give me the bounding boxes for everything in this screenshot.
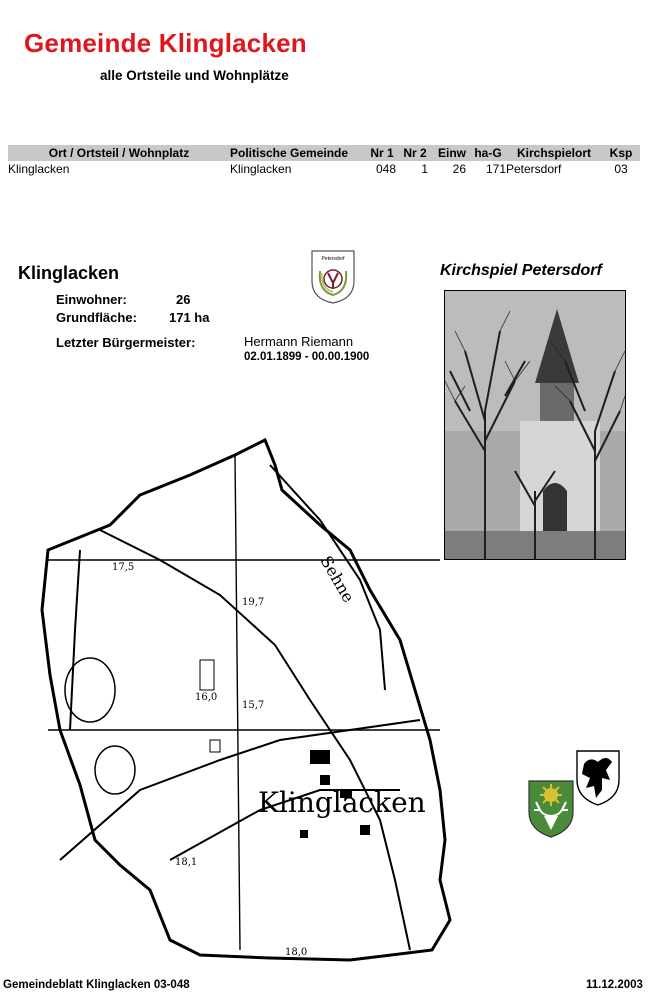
einwohner-label: Einwohner: xyxy=(56,292,127,307)
col-header-einw: Einw xyxy=(434,145,470,161)
map-elevation: 19,7 xyxy=(242,597,265,608)
flaeche-label: Grundfläche: xyxy=(56,310,137,325)
col-header-gemeinde: Politische Gemeinde xyxy=(230,145,368,161)
flaeche-value: 171 ha xyxy=(169,310,210,325)
cell-einw: 26 xyxy=(452,162,466,176)
map-elevation: 16,0 xyxy=(195,692,218,703)
locations-table xyxy=(8,145,640,177)
col-header-nr2: Nr 2 xyxy=(396,145,434,161)
cell-ort: Klinglacken xyxy=(8,162,70,176)
map-elevation: 18,1 xyxy=(175,857,198,868)
cell-ksp: 03 xyxy=(614,162,628,176)
cell-nr1: 048 xyxy=(375,162,396,176)
map-river-label: Sehne xyxy=(316,552,359,606)
cell-kirchspielort: Petersdorf xyxy=(506,162,562,176)
table-row xyxy=(8,161,640,177)
petersdorf-emblem xyxy=(310,249,356,305)
page-title: Gemeinde Klinglacken xyxy=(24,28,307,58)
cell-gemeinde: Klinglacken xyxy=(230,162,292,176)
table-header-row xyxy=(8,145,640,161)
col-header-kirchspielort: Kirchspielort xyxy=(506,145,602,161)
cell-nr2: 1 xyxy=(421,162,428,176)
footer-document-id: Gemeindeblatt Klinglacken 03-048 xyxy=(3,979,190,991)
buergermeister-dates: 02.01.1899 - 00.00.1900 xyxy=(244,351,370,363)
cell-ha: 171 xyxy=(485,162,506,176)
eagle-crest xyxy=(576,750,620,806)
col-header-ort: Ort / Ortsteil / Wohnplatz xyxy=(8,145,230,161)
map-elevation: 17,5 xyxy=(112,562,135,573)
kirchspiel-title: Kirchspiel Petersdorf xyxy=(440,262,602,279)
buergermeister-label: Letzter Bürgermeister: xyxy=(56,335,196,350)
einwohner-value: 26 xyxy=(176,292,191,307)
church-image xyxy=(445,291,625,559)
col-header-ksp: Ksp xyxy=(602,145,640,161)
footer-date: 11.12.2003 xyxy=(586,979,643,991)
col-header-nr1: Nr 1 xyxy=(368,145,396,161)
map-place-label: Klinglacken xyxy=(258,786,426,819)
church-photo xyxy=(444,290,626,560)
emblem-text: Petersdorf xyxy=(321,256,345,262)
col-header-ha: ha-G xyxy=(470,145,506,161)
gemeinde-name: Klinglacken xyxy=(18,263,120,283)
page-subtitle: alle Ortsteile und Wohnplätze xyxy=(100,68,289,83)
map-elevation: 15,7 xyxy=(242,700,265,711)
buergermeister-name: Hermann Riemann xyxy=(244,334,354,349)
stag-crest-icon xyxy=(528,780,574,838)
map-elevation: 18,0 xyxy=(285,947,308,958)
cadastral-map xyxy=(20,430,460,970)
stag-crest xyxy=(528,780,574,838)
eagle-crest-icon xyxy=(576,750,620,806)
